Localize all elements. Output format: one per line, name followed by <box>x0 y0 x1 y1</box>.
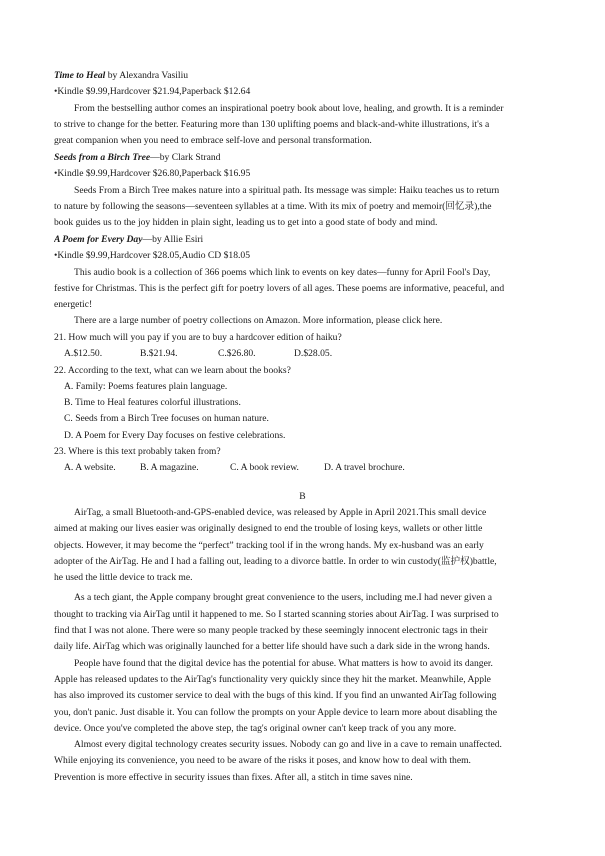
paragraph <box>54 590 558 655</box>
book-heading <box>54 68 558 84</box>
book-entry-time-to-heal <box>54 68 558 149</box>
book-prices: •Kindle $9.99,Hardcover $28.05,Audio CD $18.05 <box>54 250 251 262</box>
passage-line: has also improved its customer service to deal with the bugs of this kind. If you find an unwanted AirTag following <box>54 690 497 702</box>
more-info-line: There are a large number of poetry collections on Amazon. More information, please click here. <box>74 315 443 327</box>
question-21-options <box>54 346 558 362</box>
book-entry-seeds-from-a-birch-tree <box>54 150 558 231</box>
passage-line: objects. However, it may become the “perfect” tracking tool if in the wrong hands. My ex-husband was an early <box>54 539 484 551</box>
passage-line: he used the little device to track me. <box>54 572 193 584</box>
passage-line: device. Once you've completed the above step, the tag's original owner can't keep track of you any more. <box>54 722 457 734</box>
book-entry-a-poem-for-every-day <box>54 232 558 330</box>
passage-b <box>54 505 558 786</box>
option-c: C. Seeds from a Birch Tree focuses on human nature. <box>64 413 269 425</box>
book-description-line: From the bestselling author comes an inspirational poetry book about love, healing, and growth. It is a reminder <box>74 102 504 114</box>
passage-line: adopter of the AirTag. He and I had a falling out, leading to a divorce battle. In order to win custody(监护权)battle, <box>54 555 497 567</box>
book-description-line: Seeds From a Birch Tree makes nature into a spiritual path. Its message was simple: Haiku teaches us to return <box>74 184 500 196</box>
book-author: —by Clark Strand <box>150 152 221 163</box>
option-c: C. A book review. <box>230 462 299 474</box>
book-description-line: great companion when you need to embrace self-love and personal transformation. <box>54 135 372 147</box>
book-title: A Poem for Every Day <box>54 234 143 245</box>
question-21-stem: 21. How much will you pay if you are to buy a hardcover edition of haiku? <box>54 332 342 343</box>
book-author: —by Allie Esiri <box>142 234 204 245</box>
passage-line: daily life. AirTag which was originally launched for a better life should have such a dark side in the wrong hands. <box>54 641 490 653</box>
book-heading <box>54 150 558 166</box>
book-title: Time to Heal <box>54 70 106 81</box>
book-description-line: festive for Christmas. This is the perfect gift for poetry lovers of all ages. These poems are informative, peaceful, and <box>54 282 505 294</box>
book-prices: •Kindle $9.99,Hardcover $26.80,Paperback $16.95 <box>54 168 251 180</box>
paragraph <box>54 505 558 586</box>
passage-line: People have found that the digital device has the potential for abuse. What matters is how to avoid its danger. <box>74 657 493 669</box>
option-b: B.$21.94. <box>140 348 178 360</box>
paragraph <box>54 737 558 786</box>
questions-section-a <box>54 330 558 477</box>
book-heading <box>54 232 558 248</box>
book-description-line: energetic! <box>54 299 93 311</box>
book-description-line: This audio book is a collection of 366 poems which link to events on key dates—funny for April Fool's Day, <box>74 266 491 278</box>
section-b-heading: B <box>299 491 306 502</box>
question-23-stem: 23. Where is this text probably taken from? <box>54 446 221 458</box>
passage-line: AirTag, a small Bluetooth-and-GPS-enabled device, was released by Apple in April 2021.This small device <box>74 507 487 518</box>
book-description-line: to strive to change for the better. Featuring more than 130 uplifting poems and black-and-white illustrations, it's a <box>54 118 490 130</box>
question-23-options <box>54 460 558 476</box>
option-a: A. Family: Poems features plain language. <box>64 380 228 392</box>
option-a: A. A website. <box>64 462 116 474</box>
option-b: B. A magazine. <box>140 462 199 474</box>
passage-line: aimed at making our lives easier was originally designed to end the trouble of losing keys, wallets or other little <box>54 523 483 535</box>
passage-line: Almost every digital technology creates security issues. Nobody can go and live in a cave to remain unaffected. <box>74 739 502 751</box>
book-prices: •Kindle $9.99,Hardcover $21.94,Paperback $12.64 <box>54 86 251 98</box>
passage-line: you, don't panic. Just disable it. You can follow the prompts on your Apple device to learn more about disabling the <box>54 706 497 718</box>
book-title: Seeds from a Birch Tree <box>54 152 151 163</box>
passage-line: Apple has released updates to the AirTag's functionality very quickly since they hit the market. Meanwhile, Apple <box>54 673 491 685</box>
book-description-line: to nature by following the seasons—seventeen syllables at a time. With its mix of poetry and memoir(回忆录),the <box>54 200 492 212</box>
passage-line: thought to tracking via AirTag until it happened to me. So I started scanning stories about AirTag. I was surprised to <box>54 608 499 620</box>
book-description-line: book guides us to the joy hidden in plain sight, leading us to get into a good state of body and mind. <box>54 217 438 229</box>
paragraph <box>54 656 558 737</box>
passage-line: While enjoying its convenience, you need to be aware of the risks it poses, and know how to deal with them. <box>54 755 471 767</box>
option-d: D. A travel brochure. <box>324 462 405 474</box>
book-author: by Alexandra Vasiliu <box>105 70 189 81</box>
passage-line: Prevention is more effective in security issues than fixes. After all, a stitch in time saves nine. <box>54 771 413 783</box>
question-22-stem: 22. According to the text, what can we learn about the books? <box>54 364 291 376</box>
option-b: B. Time to Heal features colorful illustrations. <box>64 397 241 409</box>
option-c: C.$26.80. <box>218 348 256 360</box>
passage-line: find that I was not alone. There were so many people tracked by these seemingly innocent electronic tags in their <box>54 625 488 637</box>
option-d: D. A Poem for Every Day focuses on festive celebrations. <box>64 429 286 441</box>
passage-line: As a tech giant, the Apple company brought great convenience to the users, including me.I had never given a <box>74 592 492 604</box>
option-a: A.$12.50. <box>64 348 103 360</box>
option-d: D.$28.05. <box>294 348 333 360</box>
